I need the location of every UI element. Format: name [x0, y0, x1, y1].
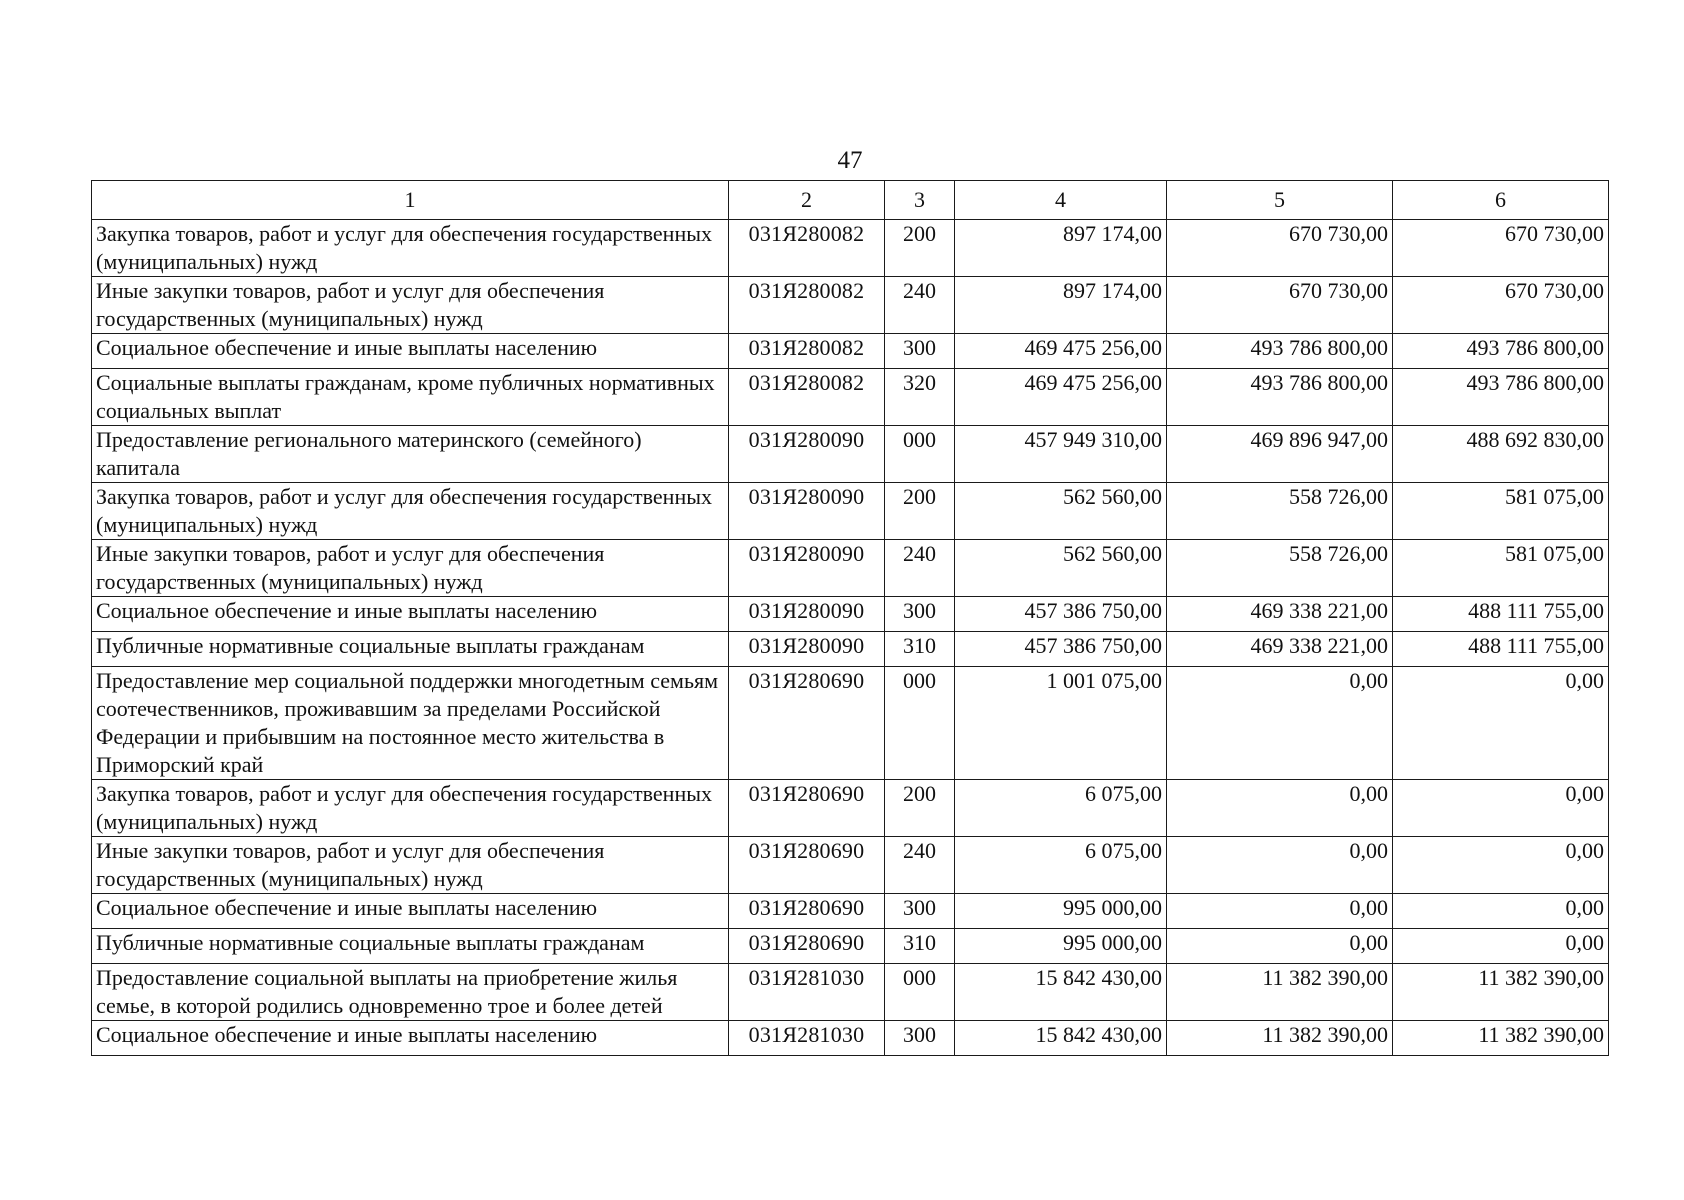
- target-code: 031Я280090: [729, 540, 885, 597]
- amount-col6: 0,00: [1393, 929, 1609, 964]
- column-numbers-row: [92, 181, 1609, 220]
- table-row: [92, 1021, 1609, 1056]
- item-name: Социальное обеспечение и иные выплаты населению: [92, 334, 729, 369]
- table-row: [92, 334, 1609, 369]
- budget-table: [91, 180, 1609, 1056]
- amount-col5: 0,00: [1167, 667, 1393, 780]
- amount-col5: 670 730,00: [1167, 220, 1393, 277]
- target-code: 031Я280090: [729, 483, 885, 540]
- amount-col6: 670 730,00: [1393, 277, 1609, 334]
- expense-type-code: 200: [885, 780, 955, 837]
- expense-type-code: 240: [885, 837, 955, 894]
- amount-col6: 493 786 800,00: [1393, 334, 1609, 369]
- item-name: Иные закупки товаров, работ и услуг для обеспечения государственных (муниципальных) нужд: [92, 540, 729, 597]
- amount-col5: 493 786 800,00: [1167, 369, 1393, 426]
- amount-col6: 0,00: [1393, 894, 1609, 929]
- page-number: 47: [837, 147, 863, 174]
- amount-col4: 457 386 750,00: [955, 632, 1167, 667]
- target-code: 031Я280090: [729, 426, 885, 483]
- target-code: 031Я281030: [729, 964, 885, 1021]
- item-name: Иные закупки товаров, работ и услуг для обеспечения государственных (муниципальных) нужд: [92, 277, 729, 334]
- target-code: 031Я280690: [729, 929, 885, 964]
- item-name: Закупка товаров, работ и услуг для обеспечения государственных (муниципальных) нужд: [92, 780, 729, 837]
- target-code: 031Я280082: [729, 369, 885, 426]
- amount-col4: 6 075,00: [955, 780, 1167, 837]
- amount-col5: 0,00: [1167, 929, 1393, 964]
- expense-type-code: 240: [885, 277, 955, 334]
- target-code: 031Я280082: [729, 277, 885, 334]
- expense-type-code: 240: [885, 540, 955, 597]
- amount-col5: 0,00: [1167, 894, 1393, 929]
- item-name: Публичные нормативные социальные выплаты гражданам: [92, 929, 729, 964]
- column-header: 5: [1167, 181, 1393, 220]
- item-name: Социальное обеспечение и иные выплаты населению: [92, 894, 729, 929]
- amount-col4: 469 475 256,00: [955, 334, 1167, 369]
- amount-col4: 1 001 075,00: [955, 667, 1167, 780]
- table-row: [92, 632, 1609, 667]
- expense-type-code: 000: [885, 964, 955, 1021]
- column-header: 6: [1393, 181, 1609, 220]
- amount-col4: 995 000,00: [955, 894, 1167, 929]
- amount-col4: 562 560,00: [955, 540, 1167, 597]
- column-header: 4: [955, 181, 1167, 220]
- target-code: 031Я280690: [729, 894, 885, 929]
- expense-type-code: 300: [885, 1021, 955, 1056]
- amount-col6: 581 075,00: [1393, 483, 1609, 540]
- amount-col6: 488 111 755,00: [1393, 597, 1609, 632]
- amount-col4: 15 842 430,00: [955, 964, 1167, 1021]
- target-code: 031Я280082: [729, 334, 885, 369]
- expense-type-code: 000: [885, 426, 955, 483]
- amount-col6: 493 786 800,00: [1393, 369, 1609, 426]
- table-row: [92, 369, 1609, 426]
- amount-col5: 469 896 947,00: [1167, 426, 1393, 483]
- amount-col4: 897 174,00: [955, 277, 1167, 334]
- target-code: 031Я281030: [729, 1021, 885, 1056]
- table-row: [92, 483, 1609, 540]
- expense-type-code: 310: [885, 632, 955, 667]
- amount-col5: 558 726,00: [1167, 483, 1393, 540]
- expense-type-code: 200: [885, 483, 955, 540]
- table-row: [92, 426, 1609, 483]
- expense-type-code: 000: [885, 667, 955, 780]
- item-name: Социальное обеспечение и иные выплаты населению: [92, 1021, 729, 1056]
- expense-type-code: 300: [885, 894, 955, 929]
- item-name: Социальные выплаты гражданам, кроме публичных нормативных социальных выплат: [92, 369, 729, 426]
- table-row: [92, 277, 1609, 334]
- table-row: [92, 894, 1609, 929]
- amount-col5: 469 338 221,00: [1167, 632, 1393, 667]
- expense-type-code: 310: [885, 929, 955, 964]
- amount-col5: 0,00: [1167, 780, 1393, 837]
- expense-type-code: 300: [885, 597, 955, 632]
- item-name: Предоставление социальной выплаты на приобретение жилья семье, в которой родились одновременно трое и более детей: [92, 964, 729, 1021]
- item-name: Закупка товаров, работ и услуг для обеспечения государственных (муниципальных) нужд: [92, 220, 729, 277]
- column-header: 2: [729, 181, 885, 220]
- item-name: Предоставление мер социальной поддержки многодетным семьям соотечественников, проживавшим за пределами Российской Федерации и прибывшим на постоянное место жительства в Приморский край: [92, 667, 729, 780]
- amount-col5: 558 726,00: [1167, 540, 1393, 597]
- target-code: 031Я280090: [729, 632, 885, 667]
- target-code: 031Я280090: [729, 597, 885, 632]
- item-name: Иные закупки товаров, работ и услуг для обеспечения государственных (муниципальных) нужд: [92, 837, 729, 894]
- amount-col6: 11 382 390,00: [1393, 1021, 1609, 1056]
- expense-type-code: 320: [885, 369, 955, 426]
- amount-col6: 11 382 390,00: [1393, 964, 1609, 1021]
- table-row: [92, 964, 1609, 1021]
- amount-col5: 670 730,00: [1167, 277, 1393, 334]
- amount-col5: 11 382 390,00: [1167, 964, 1393, 1021]
- amount-col6: 670 730,00: [1393, 220, 1609, 277]
- amount-col6: 488 111 755,00: [1393, 632, 1609, 667]
- target-code: 031Я280690: [729, 780, 885, 837]
- table-row: [92, 837, 1609, 894]
- expense-type-code: 200: [885, 220, 955, 277]
- table-row: [92, 220, 1609, 277]
- amount-col6: 488 692 830,00: [1393, 426, 1609, 483]
- table-row: [92, 540, 1609, 597]
- amount-col4: 6 075,00: [955, 837, 1167, 894]
- amount-col4: 562 560,00: [955, 483, 1167, 540]
- table-row: [92, 597, 1609, 632]
- target-code: 031Я280690: [729, 667, 885, 780]
- amount-col5: 493 786 800,00: [1167, 334, 1393, 369]
- amount-col4: 469 475 256,00: [955, 369, 1167, 426]
- table-row: [92, 667, 1609, 780]
- amount-col5: 11 382 390,00: [1167, 1021, 1393, 1056]
- column-header: 1: [92, 181, 729, 220]
- amount-col6: 581 075,00: [1393, 540, 1609, 597]
- target-code: 031Я280690: [729, 837, 885, 894]
- amount-col5: 469 338 221,00: [1167, 597, 1393, 632]
- table-row: [92, 780, 1609, 837]
- item-name: Публичные нормативные социальные выплаты гражданам: [92, 632, 729, 667]
- table-row: [92, 929, 1609, 964]
- amount-col6: 0,00: [1393, 667, 1609, 780]
- item-name: Социальное обеспечение и иные выплаты населению: [92, 597, 729, 632]
- amount-col5: 0,00: [1167, 837, 1393, 894]
- amount-col6: 0,00: [1393, 837, 1609, 894]
- item-name: Закупка товаров, работ и услуг для обеспечения государственных (муниципальных) нужд: [92, 483, 729, 540]
- amount-col6: 0,00: [1393, 780, 1609, 837]
- expense-type-code: 300: [885, 334, 955, 369]
- amount-col4: 15 842 430,00: [955, 1021, 1167, 1056]
- amount-col4: 995 000,00: [955, 929, 1167, 964]
- amount-col4: 457 386 750,00: [955, 597, 1167, 632]
- amount-col4: 457 949 310,00: [955, 426, 1167, 483]
- amount-col4: 897 174,00: [955, 220, 1167, 277]
- target-code: 031Я280082: [729, 220, 885, 277]
- item-name: Предоставление регионального материнского (семейного) капитала: [92, 426, 729, 483]
- column-header: 3: [885, 181, 955, 220]
